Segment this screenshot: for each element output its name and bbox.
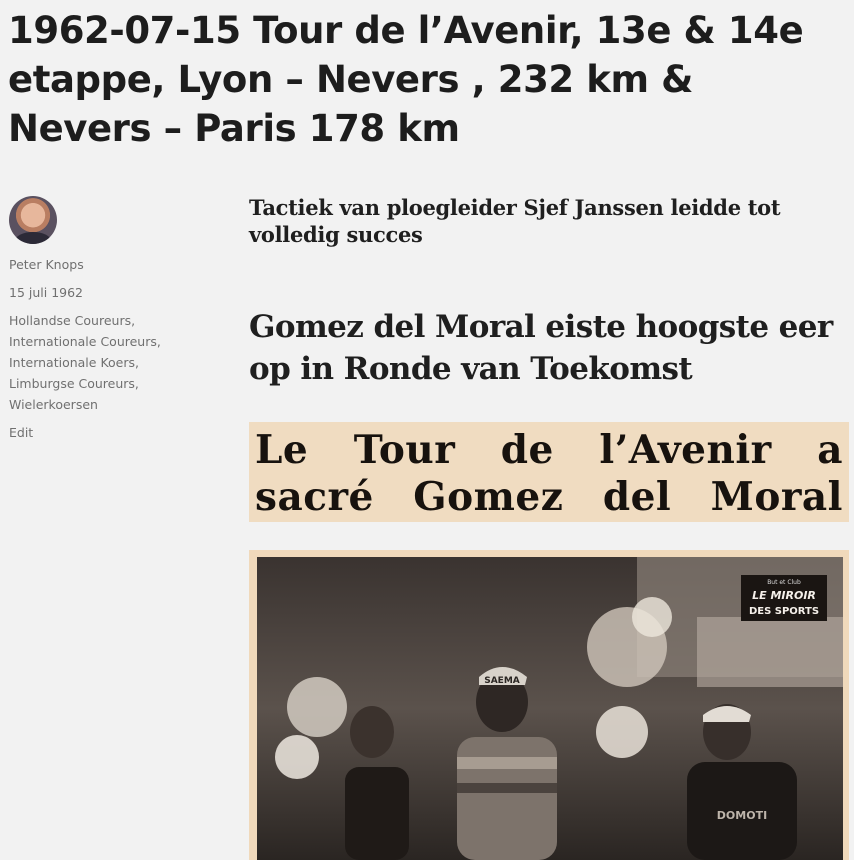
author-avatar[interactable] — [9, 196, 57, 244]
newspaper-headline-clipping — [249, 422, 849, 522]
cyclists-photo — [257, 557, 843, 860]
edit-link[interactable]: Edit — [9, 425, 34, 440]
category-link[interactable]: Hollandse Coureurs, — [9, 313, 136, 328]
category-link[interactable]: Limburgse Coureurs, — [9, 376, 139, 391]
category-link[interactable]: Internationale Coureurs, — [9, 334, 161, 349]
magazine-logo-line1: LE MIROIR — [752, 589, 816, 602]
clipping-line-2: sacré Gomez del Moral — [255, 474, 843, 520]
cap-lettering: SAEMA — [484, 676, 520, 686]
magazine-logo-line2: DES SPORTS — [748, 606, 820, 617]
post-meta — [9, 196, 199, 443]
author-link[interactable]: Peter Knops — [9, 257, 84, 272]
article-subheading: Tactiek van ploegleider Sjef Janssen leidde tot volledig succes — [249, 195, 781, 247]
post-date[interactable]: 15 juli 1962 — [9, 285, 84, 300]
article-headline: Gomez del Moral eiste hoogste eer op in Ronde van Toekomst — [249, 309, 833, 387]
post-content — [249, 194, 849, 860]
magazine-logo-small: But et Club — [767, 579, 801, 586]
newspaper-photo-clipping — [249, 550, 849, 860]
category-link[interactable]: Internationale Koers, — [9, 355, 139, 370]
clipping-line-1: Le Tour de l’Avenir a — [255, 427, 843, 473]
post-title: 1962-07-15 Tour de l’Avenir, 13e & 14e etappe, Lyon – Nevers , 232 km & Nevers – Paris 178 km — [8, 9, 804, 150]
post-categories — [9, 310, 199, 415]
category-link[interactable]: Wielerkoersen — [9, 397, 98, 412]
jersey-lettering: DOMOTI — [716, 809, 768, 822]
